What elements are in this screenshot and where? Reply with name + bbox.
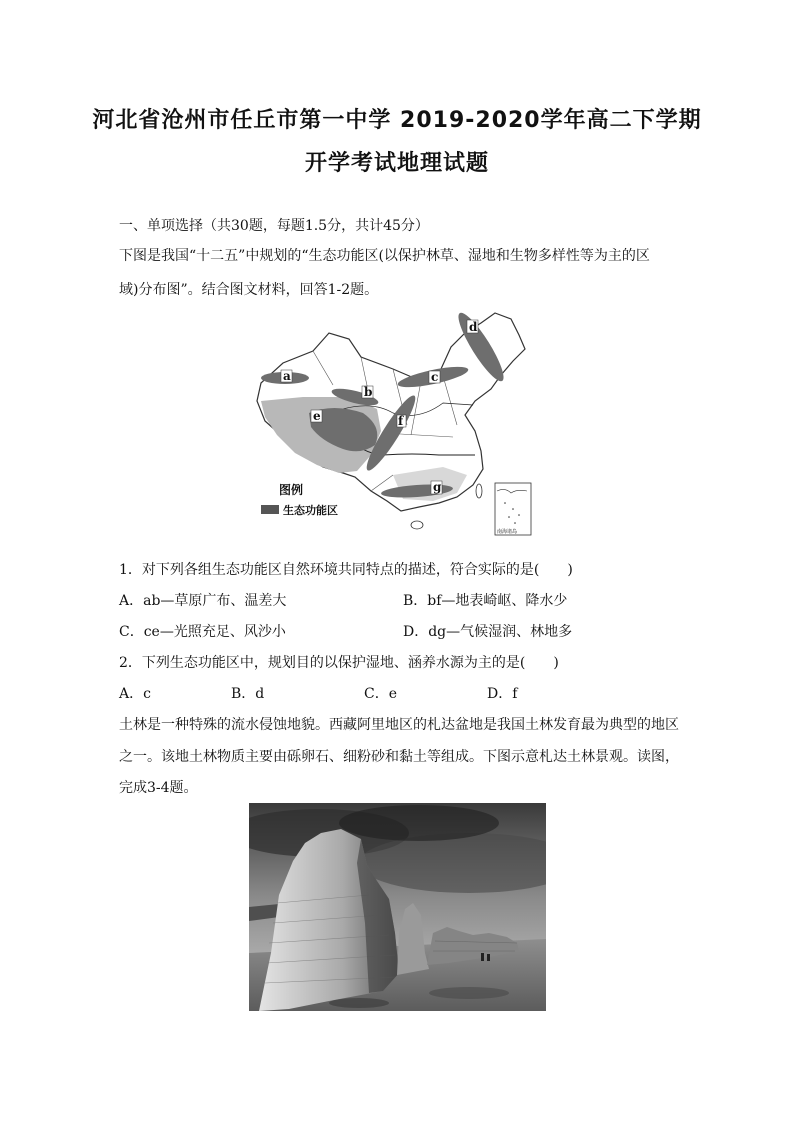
ecological-zone-map bbox=[243, 305, 543, 541]
q2-option-c: C．e bbox=[364, 686, 397, 702]
map-label-d: d bbox=[469, 320, 478, 334]
q1-option-b: B．bf—地表崎岖、降水少 bbox=[403, 593, 568, 609]
intro1-line-1: 下图是我国“十二五”中规划的“生态功能区(以保护林草、湿地和生物多样性等为主的区 bbox=[119, 248, 650, 264]
earth-forest-photo bbox=[249, 803, 546, 1011]
q2-option-b: B．d bbox=[231, 686, 265, 702]
hainan-island bbox=[411, 521, 423, 529]
q1-stem: 1．对下列各组生态功能区自然环境共同特点的描述，符合实际的是( ) bbox=[119, 562, 573, 578]
title-line-2: 开学考试地理试题 bbox=[304, 151, 489, 176]
legend-title: 图例 bbox=[279, 483, 304, 497]
taiwan-island bbox=[476, 484, 482, 498]
intro2-line-2: 之一。该地土林物质主要由砾卵石、细粉砂和黏土等组成。下图示意札达土林景观。读图， bbox=[119, 749, 679, 765]
intro1-line-2: 域)分布图”。结合图文材料，回答1-2题。 bbox=[119, 282, 379, 298]
q1-option-d: D．dg—气候湿润、林地多 bbox=[403, 624, 573, 640]
inset-label: 南海诸岛 bbox=[497, 529, 518, 535]
q2-option-d: D．f bbox=[487, 686, 518, 702]
q1-option-c: C．ce—光照充足、风沙小 bbox=[119, 624, 286, 640]
map-label-e: e bbox=[313, 409, 321, 423]
map-label-g: g bbox=[433, 480, 442, 494]
q2-option-a: A．c bbox=[119, 686, 151, 702]
q2-stem: 2．下列生态功能区中，规划目的以保护湿地、涵养水源为主的是( ) bbox=[119, 655, 559, 671]
map-label-a: a bbox=[283, 369, 291, 383]
title-line-1: 河北省沧州市任丘市第一中学 2019-2020学年高二下学期 bbox=[92, 108, 702, 133]
section-header: 一、单项选择（共30题，每题1.5分，共计45分） bbox=[119, 218, 429, 234]
intro2-line-3: 完成3-4题。 bbox=[119, 780, 198, 796]
intro2-line-1: 土林是一种特殊的流水侵蚀地貌。西藏阿里地区的札达盆地是我国土林发育最为典型的地区 bbox=[119, 717, 679, 733]
map-label-f: f bbox=[398, 414, 404, 428]
earth-forest-scene bbox=[249, 803, 546, 1011]
map-label-c: c bbox=[431, 370, 439, 384]
legend-swatch bbox=[261, 505, 279, 514]
q1-option-a: A．ab—草原广布、温差大 bbox=[119, 593, 287, 609]
map-label-b: b bbox=[364, 385, 373, 399]
legend-item-label: 生态功能区 bbox=[283, 504, 338, 517]
